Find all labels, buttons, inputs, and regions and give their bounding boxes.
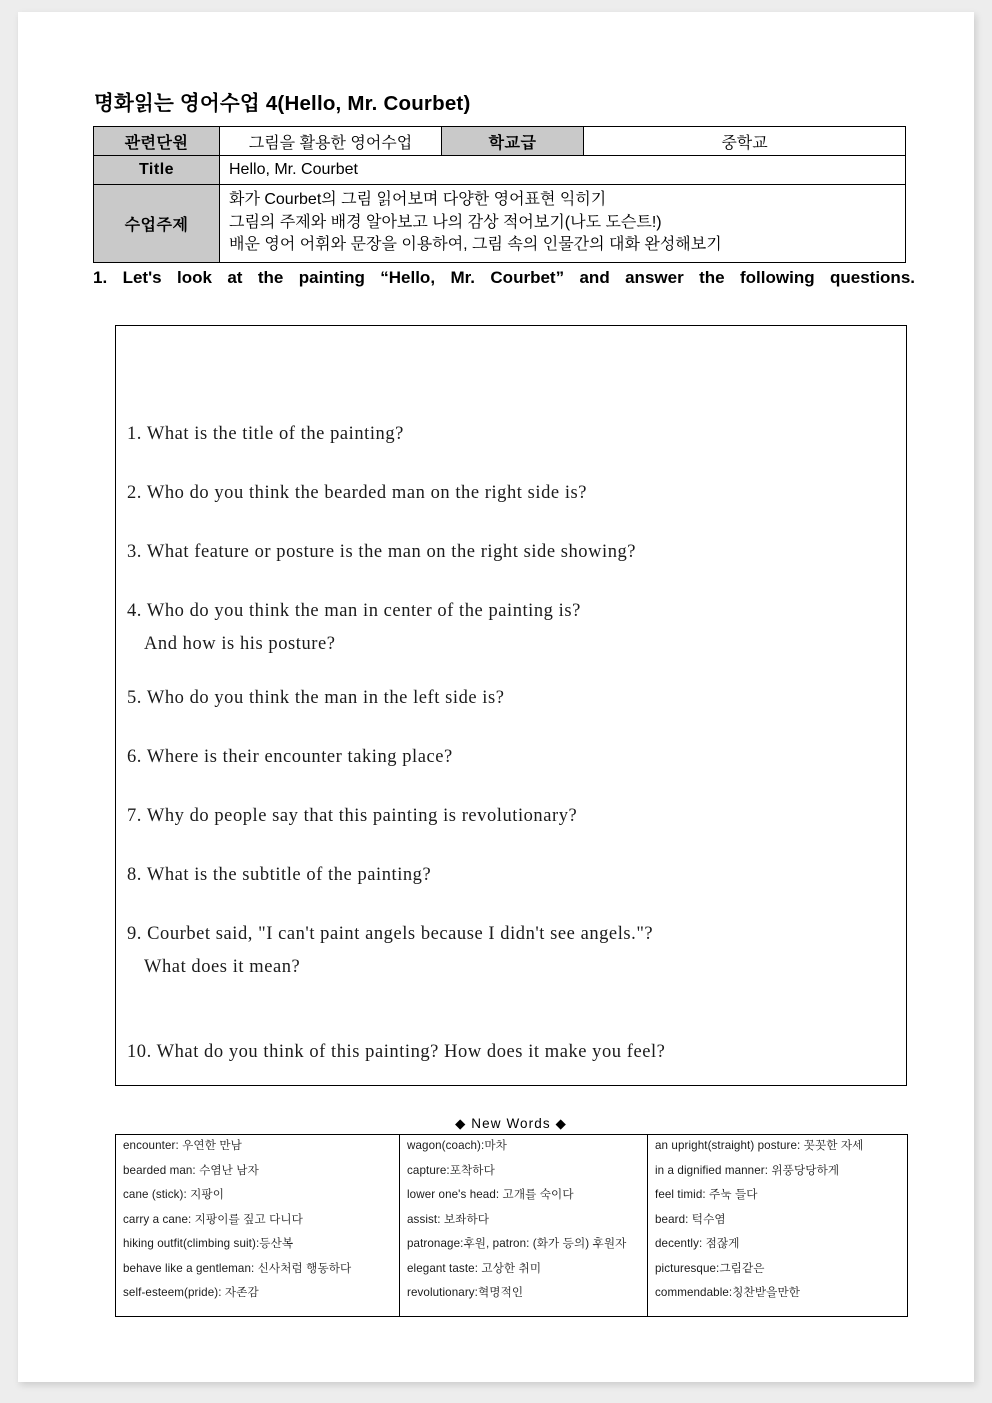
vocab-entry: capture:포착하다	[407, 1163, 495, 1177]
related-unit-label: 관련단원	[94, 127, 220, 156]
related-unit-value: 그림을 활용한 영어수업	[220, 127, 442, 156]
question-text: 9. Courbet said, "I can't paint angels because I didn't see angels."?	[127, 924, 654, 944]
school-level-value: 중학교	[584, 127, 906, 156]
lesson-info-table	[93, 126, 906, 263]
vocab-entry: in a dignified manner: 위풍당당하게	[655, 1163, 840, 1177]
vocab-entry: behave like a gentleman: 신사처럼 행동하다	[123, 1261, 352, 1275]
question-item	[127, 543, 636, 562]
question-text: 5. Who do you think the man in the left side is?	[127, 688, 505, 708]
title-value: Hello, Mr. Courbet	[220, 156, 906, 185]
question-item	[127, 866, 431, 885]
question-item	[127, 748, 453, 767]
new-words-table	[115, 1134, 908, 1317]
question-text: 10. What do you think of this painting? How does it make you feel?	[127, 1042, 666, 1062]
vocab-entry: cane (stick): 지팡이	[123, 1188, 225, 1201]
vocab-entry: self-esteem(pride): 자존감	[123, 1286, 259, 1299]
vocab-entry: beard: 턱수염	[655, 1212, 726, 1226]
vocab-entry: wagon(coach):마차	[407, 1139, 507, 1152]
question-item	[127, 807, 577, 826]
page-title: 명화읽는 영어수업 4(Hello, Mr. Courbet)	[94, 92, 471, 115]
table-row	[94, 185, 906, 263]
vocab-entry: hiking outfit(climbing suit):등산복	[123, 1237, 294, 1250]
lesson-topic-line: 그림의 주제와 배경 알아보고 나의 감상 적어보기(나도 도슨트!)	[229, 213, 662, 231]
question-item	[127, 602, 581, 653]
vocab-column-2	[400, 1135, 648, 1317]
vocab-entry: feel timid: 주눅 들다	[655, 1188, 758, 1201]
question-text: 6. Where is their encounter taking place?	[127, 747, 453, 767]
vocab-entry: bearded man: 수염난 남자	[123, 1163, 259, 1177]
table-row	[94, 156, 906, 185]
vocab-entry: patronage:후원, patron: (화가 등의) 후원자	[407, 1237, 627, 1250]
title-label: Title	[94, 156, 220, 185]
vocab-entry: encounter: 우연한 만남	[123, 1139, 242, 1152]
question-item	[127, 425, 404, 444]
table-row	[94, 127, 906, 156]
vocab-entry: revolutionary:혁명적인	[407, 1286, 524, 1299]
question-text: 4. Who do you think the man in center of the painting is?	[127, 601, 581, 621]
vocab-entry: carry a cane: 지팡이를 짚고 다니다	[123, 1212, 303, 1226]
vocab-column-3	[648, 1135, 908, 1317]
vocab-entry: elegant taste: 고상한 취미	[407, 1261, 542, 1275]
question-text-continued: And how is his posture?	[144, 633, 336, 654]
vocab-entry: decently: 점잖게	[655, 1237, 740, 1250]
lesson-topic-line: 화가 Courbet의 그림 읽어보며 다양한 영어표현 익히기	[229, 191, 607, 208]
question-text-continued: What does it mean?	[144, 956, 301, 977]
question-text: 3. What feature or posture is the man on the right side showing?	[127, 542, 637, 562]
lesson-topic-label: 수업주제	[94, 185, 220, 263]
question-item	[127, 689, 505, 708]
question-item	[127, 484, 587, 503]
instruction-label: 1. Let's look at the painting “Hello, Mr. Courbet” and answer the following questions.	[93, 268, 915, 287]
question-box	[115, 325, 907, 1086]
lesson-topic-line: 배운 영어 어휘와 문장을 이용하여, 그림 속의 인물간의 대화 완성해보기	[229, 236, 722, 254]
new-words-heading: ◆ New Words ◆	[454, 1116, 568, 1131]
question-text: 8. What is the subtitle of the painting?	[127, 865, 432, 885]
vocab-column-1	[116, 1135, 400, 1317]
question-item	[127, 925, 653, 976]
vocab-entry: picturesque:그림같은	[655, 1261, 765, 1275]
vocab-entry: commendable:칭찬받을만한	[655, 1286, 801, 1299]
question-text: 1. What is the title of the painting?	[127, 424, 404, 444]
lesson-topic-value	[220, 185, 906, 263]
table-row	[116, 1135, 908, 1317]
school-level-label: 학교급	[442, 127, 584, 156]
question-text: 2. Who do you think the bearded man on the right side is?	[127, 483, 588, 503]
vocab-entry: lower one's head: 고개를 숙이다	[407, 1188, 574, 1201]
question-text: 7. Why do people say that this painting is revolutionary?	[127, 806, 578, 826]
instruction-text	[93, 265, 915, 318]
question-item	[127, 1043, 665, 1062]
document-page	[18, 12, 974, 1382]
vocab-entry: an upright(straight) posture: 꼿꼿한 자세	[655, 1139, 864, 1152]
vocab-entry: assist: 보좌하다	[407, 1212, 490, 1226]
